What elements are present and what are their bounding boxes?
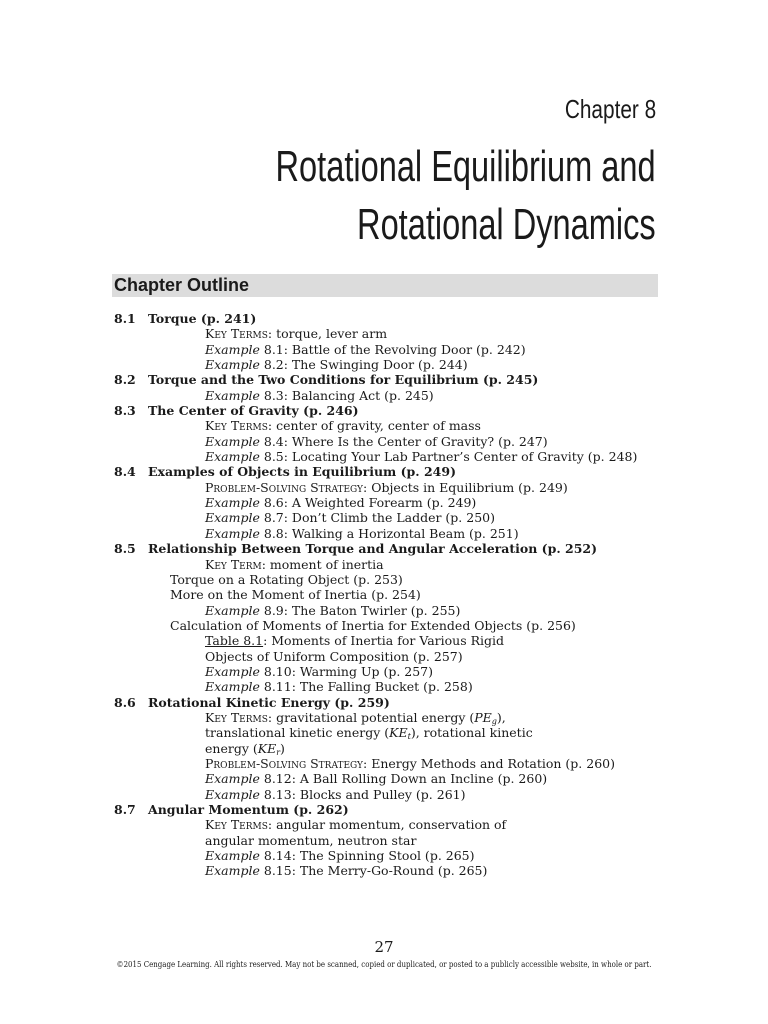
- example-text: 8.10: Warming Up (p. 257): [259, 663, 434, 679]
- key-terms-text: : torque, lever arm: [267, 326, 388, 342]
- table-text: : Moments of Inertia for Various Rigid Objects of Uniform Composition (p. 257): [205, 633, 505, 664]
- ker-symbol: KE: [257, 740, 277, 756]
- ket-symbol: KE: [389, 725, 408, 741]
- outline-section: [112, 464, 672, 479]
- key-terms-label: Key Terms: [205, 817, 268, 833]
- strategy-label: Problem-Solving Strategy: [205, 479, 364, 495]
- example-text: 8.4: Where Is the Center of Gravity? (p. 247): [259, 433, 548, 449]
- outline-section: [112, 802, 672, 817]
- example-text: 8.8: Walking a Horizontal Beam (p. 251): [259, 525, 519, 541]
- outline-strategy: [112, 480, 672, 495]
- outline-subsection: More on the Moment of Inertia (p. 254): [170, 587, 421, 603]
- strategy-text: : Energy Methods and Rotation (p. 260): [363, 755, 615, 771]
- section-title: Relationship Between Torque and Angular Acceleration (p. 252): [148, 541, 598, 557]
- section-number: 8.4: [114, 464, 136, 480]
- outline-example: [112, 510, 672, 525]
- example-label: Example: [205, 679, 260, 695]
- key-terms-text: : gravitational potential energy (: [267, 709, 475, 725]
- outline-key-terms: [112, 326, 672, 341]
- example-text: 8.14: The Spinning Stool (p. 265): [259, 848, 475, 864]
- outline-key-terms: [112, 710, 672, 756]
- outline-key-terms: [112, 418, 672, 433]
- key-terms-text: : moment of inertia: [261, 556, 384, 572]
- outline-example: [112, 664, 672, 679]
- outline-strategy: [112, 756, 672, 771]
- outline-section: [112, 695, 672, 710]
- outline-key-terms: [112, 557, 672, 572]
- outline-example: [112, 449, 672, 464]
- section-title: Angular Momentum (p. 262): [148, 802, 349, 817]
- example-text: 8.1: Battle of the Revolving Door (p. 242): [259, 341, 526, 357]
- example-text: 8.11: The Falling Bucket (p. 258): [259, 679, 473, 695]
- section-number: 8.1: [114, 311, 136, 326]
- pe-symbol: PE: [474, 709, 492, 725]
- example-text: 8.7: Don’t Climb the Ladder (p. 250): [259, 510, 495, 526]
- outline-example: [112, 357, 672, 372]
- outline-section: [112, 541, 672, 556]
- outline-example: [112, 342, 672, 357]
- outline-example: [112, 787, 672, 802]
- outline-section: [112, 311, 672, 326]
- section-title: Rotational Kinetic Energy (p. 259): [148, 694, 390, 710]
- outline-table-ref: [112, 633, 672, 664]
- key-terms-text-mid2: ), rotational kinetic energy (: [205, 725, 533, 756]
- outline-example: [112, 679, 672, 694]
- key-terms-label: Key Terms: [205, 709, 268, 725]
- example-label: Example: [205, 848, 260, 864]
- outline-example: [112, 603, 672, 618]
- outline-section: [112, 403, 672, 418]
- section-number: 8.7: [114, 802, 136, 817]
- outline-subsection: Calculation of Moments of Inertia for Extended Objects (p. 256): [170, 617, 576, 633]
- example-label: Example: [205, 863, 260, 879]
- strategy-label: Problem-Solving Strategy: [205, 755, 364, 771]
- chapter-outline-heading-bar: [112, 274, 658, 297]
- table-link[interactable]: Table 8.1: [205, 633, 264, 649]
- example-label: Example: [205, 663, 260, 679]
- key-terms-text-end: ): [280, 740, 285, 756]
- key-terms-text-mid: ), translational kinetic energy (: [205, 709, 506, 741]
- outline-section: [112, 372, 672, 387]
- example-text: 8.2: The Swinging Door (p. 244): [259, 357, 468, 373]
- example-label: Example: [205, 771, 260, 787]
- chapter-title: [276, 138, 656, 254]
- outline-example: [112, 495, 672, 510]
- outline-example: [112, 388, 672, 403]
- page-number: 27: [374, 938, 394, 956]
- example-label: Example: [205, 357, 260, 373]
- section-title: Examples of Objects in Equilibrium (p. 249): [148, 464, 456, 480]
- example-text: 8.12: A Ball Rolling Down an Incline (p. 260): [259, 771, 548, 787]
- key-terms-label: Key Terms: [205, 326, 268, 342]
- section-number: 8.3: [114, 403, 136, 419]
- outline-key-terms: [112, 817, 672, 848]
- chapter-title-line-1: Rotational Equilibrium and: [275, 142, 656, 191]
- key-terms-label: Key Terms: [205, 418, 268, 434]
- example-label: Example: [205, 387, 260, 403]
- example-label: Example: [205, 341, 260, 357]
- example-text: 8.9: The Baton Twirler (p. 255): [259, 602, 461, 618]
- section-title: Torque and the Two Conditions for Equilibrium (p. 245): [148, 372, 539, 388]
- key-terms-text: : center of gravity, center of mass: [267, 418, 481, 434]
- example-label: Example: [205, 495, 260, 511]
- example-label: Example: [205, 433, 260, 449]
- strategy-text: : Objects in Equilibrium (p. 249): [363, 479, 568, 495]
- example-text: 8.3: Balancing Act (p. 245): [259, 387, 434, 403]
- key-terms-label: Key Term: [205, 556, 262, 572]
- example-text: 8.15: The Merry-Go-Round (p. 265): [259, 863, 488, 879]
- example-label: Example: [205, 449, 260, 465]
- section-title: Torque (p. 241): [148, 311, 257, 326]
- example-text: 8.13: Blocks and Pulley (p. 261): [259, 786, 466, 802]
- pe-subscript: g: [491, 716, 497, 726]
- section-number: 8.2: [114, 372, 136, 388]
- example-label: Example: [205, 602, 260, 618]
- chapter-title-line-2: Rotational Dynamics: [357, 200, 656, 249]
- ker-subscript: r: [276, 747, 281, 757]
- section-title: The Center of Gravity (p. 246): [148, 403, 359, 419]
- outline-example: [112, 771, 672, 786]
- outline-example: [112, 526, 672, 541]
- example-text: 8.5: Locating Your Lab Partner’s Center of Gravity (p. 248): [259, 449, 638, 465]
- ket-subscript: t: [407, 732, 411, 742]
- chapter-outline-heading: Chapter Outline: [114, 275, 250, 295]
- chapter-outline: [112, 311, 672, 879]
- chapter-label: Chapter 8: [564, 94, 656, 124]
- outline-example: [112, 434, 672, 449]
- example-label: Example: [205, 510, 260, 526]
- key-terms-text: : angular momentum, conservation of angular momentum, neutron star: [205, 817, 507, 848]
- section-number: 8.6: [114, 694, 136, 710]
- outline-example: [112, 848, 672, 863]
- section-number: 8.5: [114, 541, 136, 557]
- outline-subsection: Torque on a Rotating Object (p. 253): [170, 571, 403, 587]
- example-label: Example: [205, 786, 260, 802]
- example-text: 8.6: A Weighted Forearm (p. 249): [259, 495, 477, 511]
- example-label: Example: [205, 525, 260, 541]
- copyright-notice: ©2015 Cengage Learning. All rights reserved. May not be scanned, copied or duplicated, or posted to a publicly accessible website, in whole or part.: [116, 959, 652, 969]
- outline-example: [112, 863, 672, 878]
